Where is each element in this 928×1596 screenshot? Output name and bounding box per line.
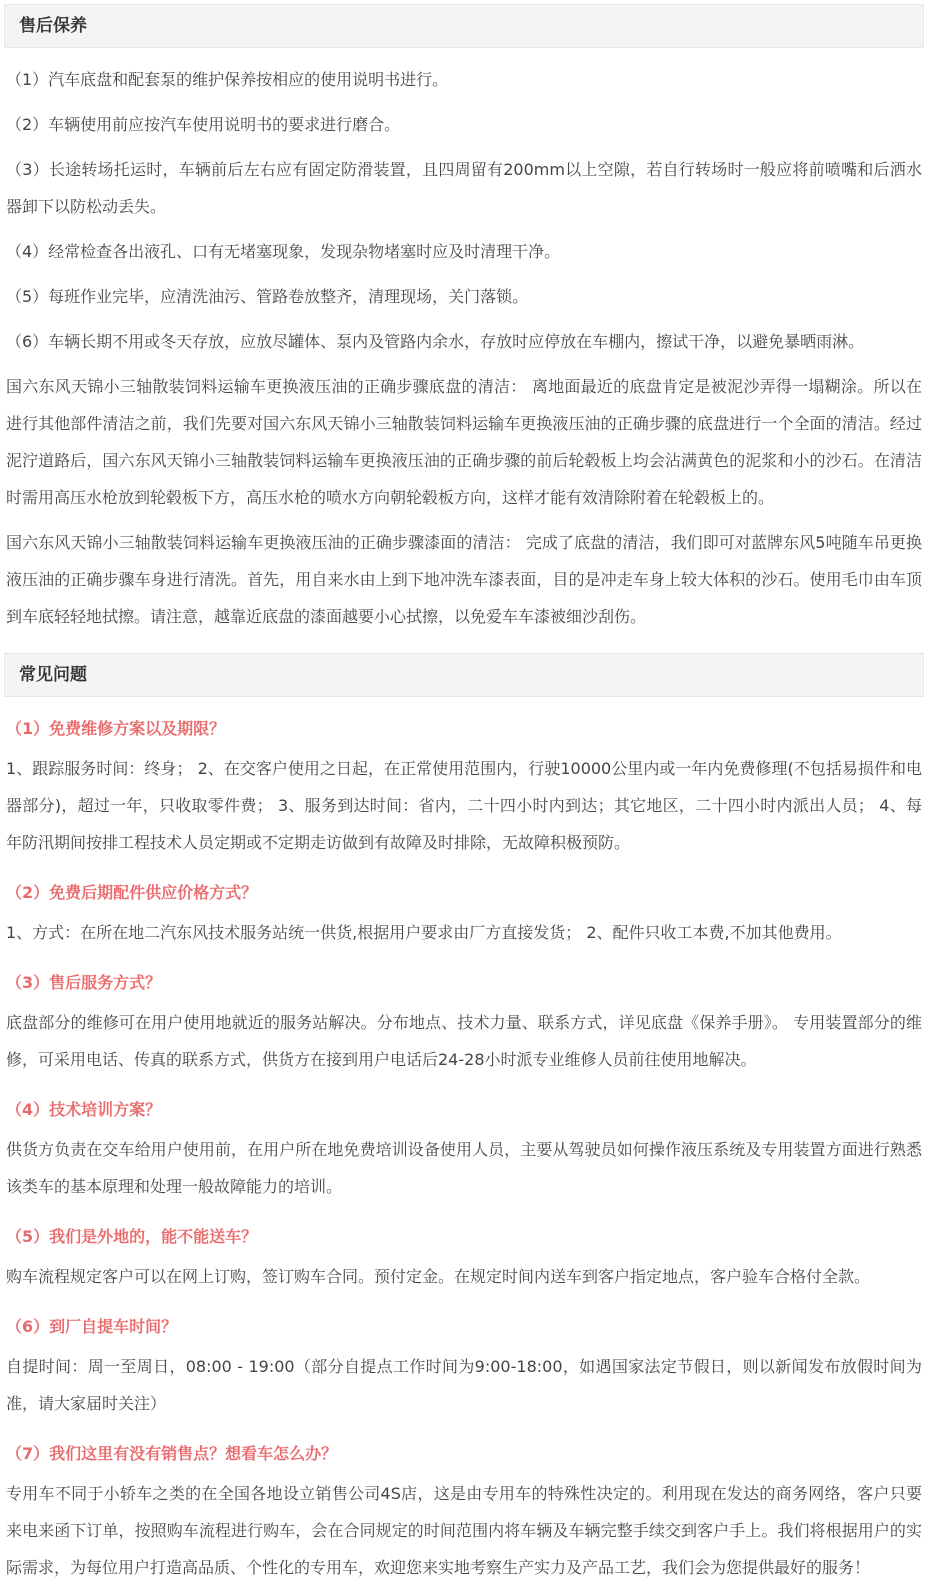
maintenance-paragraph-1: （1）汽车底盘和配套泵的维护保养按相应的使用说明书进行。 bbox=[6, 70, 449, 89]
faq-item-5 bbox=[4, 1226, 924, 1295]
faq-item-4 bbox=[4, 1099, 924, 1205]
paint-cleaning-paragraph: 国六东风天锦小三轴散装饲料运输车更换液压油的正确步骤漆面的清洁： 完成了底盘的清洁，我们即可对蓝牌东风5吨随车吊更换液压油的正确步骤车身进行清洗。首先，用自来水由上到下地冲洗车漆表面，目的是冲走车身上较大体积的沙石。使用毛巾由车顶到车底轻轻地拭擦。请注意，越靠近底盘的漆面越要小心拭擦，以免爱车车漆被细沙刮伤。 bbox=[6, 533, 922, 626]
faq-answer-6: 自提时间：周一至周日，08:00 - 19:00（部分自提点工作时间为9:00-18:00，如遇国家法定节假日，则以新闻发布放假时间为准，请大家届时关注） bbox=[6, 1357, 922, 1413]
chassis-cleaning-paragraph: 国六东风天锦小三轴散装饲料运输车更换液压油的正确步骤底盘的清洁： 离地面最近的底盘肯定是被泥沙弄得一塌糊涂。所以在进行其他部件清洁之前，我们先要对国六东风天锦小三轴散装饲料运输车更换液压油的正确步骤的底盘进行一个全面的清洁。经过泥泞道路后，国六东风天锦小三轴散装饲料运输车更换液压油的正确步骤的前后轮毂板上均会沾满黄色的泥浆和小的沙石。在清洁时需用高压水枪放到轮毂板下方，高压水枪的喷水方向朝轮毂板方向，这样才能有效清除附着在轮毂板上的。 bbox=[6, 377, 922, 507]
faq-answer-3: 底盘部分的维修可在用户使用地就近的服务站解决。分布地点、技术力量、联系方式，详见底盘《保养手册》。 专用装置部分的维修，可采用电话、传真的联系方式，供货方在接到用户电话后24-28小时派专业维修人员前往使用地解决。 bbox=[6, 1013, 922, 1069]
maintenance-paragraph-4: （4）经常检查各出液孔、口有无堵塞现象，发现杂物堵塞时应及时清理干净。 bbox=[6, 242, 561, 261]
faq-question-5: （5）我们是外地的，能不能送车？ bbox=[6, 1227, 258, 1246]
faq-answer-5: 购车流程规定客户可以在网上订购，签订购车合同。预付定金。在规定时间内送车到客户指定地点，客户验车合格付全款。 bbox=[6, 1267, 871, 1286]
faq-question-3: （3）售后服务方式？ bbox=[6, 973, 162, 992]
faq-question-7: （7）我们这里有没有销售点？想看车怎么办？ bbox=[6, 1444, 338, 1463]
faq-answer-4: 供货方负责在交车给用户使用前，在用户所在地免费培训设备使用人员，主要从驾驶员如何操作液压系统及专用装置方面进行熟悉该类车的基本原理和处理一般故障能力的培训。 bbox=[6, 1140, 922, 1196]
maintenance-section-title: 售后保养 bbox=[19, 16, 87, 36]
faq-question-1: （1）免费维修方案以及期限？ bbox=[6, 719, 226, 738]
faq-question-2: （2）免费后期配件供应价格方式？ bbox=[6, 883, 258, 902]
maintenance-paragraph-6: （6）车辆长期不用或冬天存放，应放尽罐体、泵内及管路内余水，存放时应停放在车棚内，擦试干净，以避免暴晒雨淋。 bbox=[6, 332, 865, 351]
faq-answer-7: 专用车不同于小轿车之类的在全国各地设立销售公司4S店，这是由专用车的特殊性决定的。利用现在发达的商务网络，客户只要来电来函下订单，按照购车流程进行购车，会在合同规定的时间范围内将车辆及车辆完整手续交到客户手上。我们将根据用户的实际需求，为每位用户打造高品质、个性化的专用车，欢迎您来实地考察生产实力及产品工艺，我们会为您提供最好的服务！ bbox=[6, 1484, 922, 1577]
maintenance-paragraph-5: （5）每班作业完毕，应清洗油污、管路卷放整齐，清理现场，关门落锁。 bbox=[6, 287, 529, 306]
faq-section-title: 常见问题 bbox=[19, 665, 87, 685]
faq-item-1 bbox=[4, 718, 924, 861]
maintenance-paragraph-3: （3）长途转场托运时，车辆前后左右应有固定防滑装置，且四周留有200mm以上空隙，若自行转场时一般应将前喷嘴和后洒水器卸下以防松动丢失。 bbox=[6, 160, 922, 216]
faq-section-header bbox=[4, 653, 924, 697]
maintenance-paragraph-2: （2）车辆使用前应按汽车使用说明书的要求进行磨合。 bbox=[6, 115, 401, 134]
faq-item-7 bbox=[4, 1443, 924, 1586]
faq-answer-1: 1、跟踪服务时间：终身； 2、在交客户使用之日起，在正常使用范围内，行驶10000公里内或一年内免费修理(不包括易损件和电器部分)，超过一年，只收取零件费； 3、服务到达时间：省内，二十四小时内到达；其它地区，二十四小时内派出人员； 4、每年防汛期间按排工程技术人员定期或不定期走访做到有故障及时排除，无故障积极预防。 bbox=[6, 759, 922, 852]
faq-item-2 bbox=[4, 882, 924, 951]
maintenance-section-header bbox=[4, 4, 924, 48]
faq-question-4: （4）技术培训方案？ bbox=[6, 1100, 162, 1119]
faq-answer-2: 1、方式：在所在地二汽东风技术服务站统一供货,根据用户要求由厂方直接发货； 2、配件只收工本费,不加其他费用。 bbox=[6, 923, 842, 942]
faq-question-6: （6）到厂自提车时间？ bbox=[6, 1317, 178, 1336]
faq-item-6 bbox=[4, 1316, 924, 1422]
faq-item-3 bbox=[4, 972, 924, 1078]
